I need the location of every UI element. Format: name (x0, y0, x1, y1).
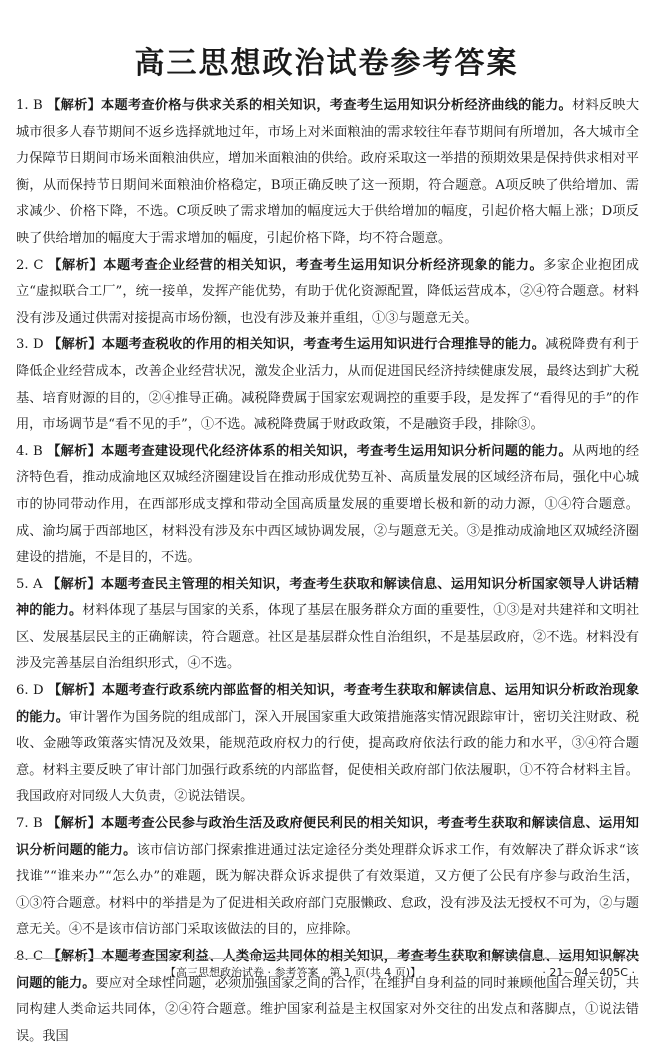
item-body: 从两地的经济特色看，推动成渝地区双城经济圈建设旨在推动形成优势互补、高质量发展的区域经济布局，强化中心城市的协同带动作用，在西部形成支撑和带动全国高质量发展的重要增长极和新的动力源，①④符合题意。成、渝均属于西部地区，材料没有涉及东中西区域协调发展，②与题意无关。③是推动成渝地区双城经济圈建设的措施，不是目的，不选。 (16, 443, 640, 566)
item-lead: 本题考查企业经营的相关知识，考查考生运用知识分析经济现象的能力。 (103, 257, 544, 273)
item-lead: 本题考查行政系统内部监督的相关知识，考查考生获取和解读信息、运用知识分析政治现象的能力。 (16, 683, 640, 725)
answer-item-5 (16, 572, 639, 678)
item-number: 5. A (16, 576, 43, 592)
item-body: 要应对全球性问题，必须加强国家之间的合作，在维护自身利益的同时兼顾他国合理关切，共同构建人类命运共同体，②④符合题意。维护国家利益是主权国家对外交往的出发点和落脚点，①说法错误。我国 (16, 975, 640, 1044)
item-body: 材料体现了基层与国家的关系，体现了基层在服务群众方面的重要性，①③是对共建祥和文明社区、发展基层民主的正确解读，符合题意。社区是基层群众性自治组织，不是基层政府，②不选。材料没有涉及完善基层自治组织形式，④不选。 (16, 603, 640, 672)
item-lead: 本题考查建设现代化经济体系的相关知识，考查考生运用知识分析问题的能力。 (101, 443, 572, 459)
item-lead: 本题考查民主管理的相关知识，考查考生获取和解读信息、运用知识分析国家领导人讲话精神的能力。 (16, 576, 639, 619)
item-number: 7. B (16, 816, 43, 832)
item-body: 该市信访部门探索推进通过法定途径分类处理群众诉求工作，有效解决了群众诉求“该找谁”“谁来办”“怎么办”的难题，既为解决群众诉求提供了有效渠道，又方便了公民有序参与政治生活，①③符合题意。材料中的举措是为了促进相关政府部门克服懒政、怠政，没有涉及法无授权不可为，②与题意无关。④不是该市信访部门采取该做法的目的，应排除。 (16, 842, 639, 938)
item-lead: 本题考查价格与供求关系的相关知识，考查考生运用知识分析经济曲线的能力。 (101, 98, 572, 113)
item-body: 减税降费有利于降低企业经营成本，改善企业经营状况，激发企业活力，从而促进国民经济持续健康发展，最终达到扩大税基、培育财源的目的，②④推导正确。减税降费属于国家宏观调控的重要手段，是发挥了“看得见的手”的作用，市场调节是“看不见的手”，①不选。减税降费属于财政政策，不是融资手段，排除③。 (16, 337, 640, 433)
item-number: 8. C (16, 949, 44, 964)
footer-doc-code: · 21－04－405C · (542, 966, 635, 979)
item-number: 2. C (16, 257, 44, 273)
item-body: 多家企业抱团成立“虚拟联合工厂”，统一接单，发挥产能优势，有助于优化资源配置，降低运营成本，②④符合题意。材料没有涉及通过供需对接提高市场份额，也没有涉及兼并重组，①③与题意无关。 (16, 257, 639, 326)
answer-item-2 (16, 253, 639, 333)
page-footer (0, 960, 653, 982)
answer-list (16, 93, 639, 1050)
answer-item-4 (16, 439, 639, 572)
analysis-tag: 【解析】 (48, 337, 102, 353)
answer-item-6 (16, 678, 639, 811)
page-title: 高三思想政治试卷参考答案 (134, 46, 519, 81)
item-number: 6. D (16, 683, 44, 699)
answer-item-3 (16, 332, 639, 438)
answer-item-7 (16, 811, 639, 944)
analysis-tag: 【解析】 (47, 98, 102, 113)
item-body: 材料反映大城市很多人春节期间不返乡选择就地过年，市场上对米面粮油的需求较往年春节期间有所增加，各大城市全力保障节日期间市场米面粮油供应，增加米面粮油的供给。政府采取这一举措的预期效果是保持供求相对平衡，从而保持节日期间米面粮油价格稳定，B项正确反映了这一预期，符合题意。A项反映了供给增加、需求减少、价格下降，不选。C项反映了需求增加的幅度远大于供给增加的幅度，引起价格大幅上涨；D项反映了供给增加的幅度大于需求增加的幅度，引起价格下降，均不符合题意。 (16, 98, 640, 246)
item-lead: 本题考查国家利益、人类命运共同体的相关知识，考查考生获取和解读信息、运用知识解决问题的能力。 (16, 949, 639, 991)
footer-page-info: 【高三思想政治试卷 · 参考答案 第 1 页(共 4 页)】 (165, 966, 422, 979)
analysis-tag: 【解析】 (47, 949, 102, 964)
analysis-tag: 【解析】 (47, 576, 101, 592)
analysis-tag: 【解析】 (47, 443, 102, 459)
item-number: 1. B (16, 98, 43, 113)
item-number: 4. B (16, 443, 43, 459)
analysis-tag: 【解析】 (48, 683, 102, 699)
analysis-tag: 【解析】 (48, 257, 104, 273)
answer-item-1 (16, 93, 639, 253)
footer-divider (14, 958, 639, 959)
item-lead: 本题考查公民参与政治生活及政府便民利民的相关知识，考查考生获取和解读信息、运用知识分析问题的能力。 (16, 816, 639, 858)
item-lead: 本题考查税收的作用的相关知识，考查考生运用知识进行合理推导的能力。 (101, 337, 546, 353)
item-body: 审计署作为国务院的组成部门，深入开展国家重大政策措施落实情况跟踪审计，密切关注财政、税收、金融等政策落实情况及效果，能规范政府权力的行使，提高政府依法行政的能力和水平，③④符合题意。材料主要反映了审计部门加强行政系统的内部监督，促使相关政府部门依法履职，①不符合材料主旨。我国政府对同级人大负责，②说法错误。 (16, 709, 640, 805)
analysis-tag: 【解析】 (47, 816, 102, 832)
item-number: 3. D (16, 337, 44, 353)
